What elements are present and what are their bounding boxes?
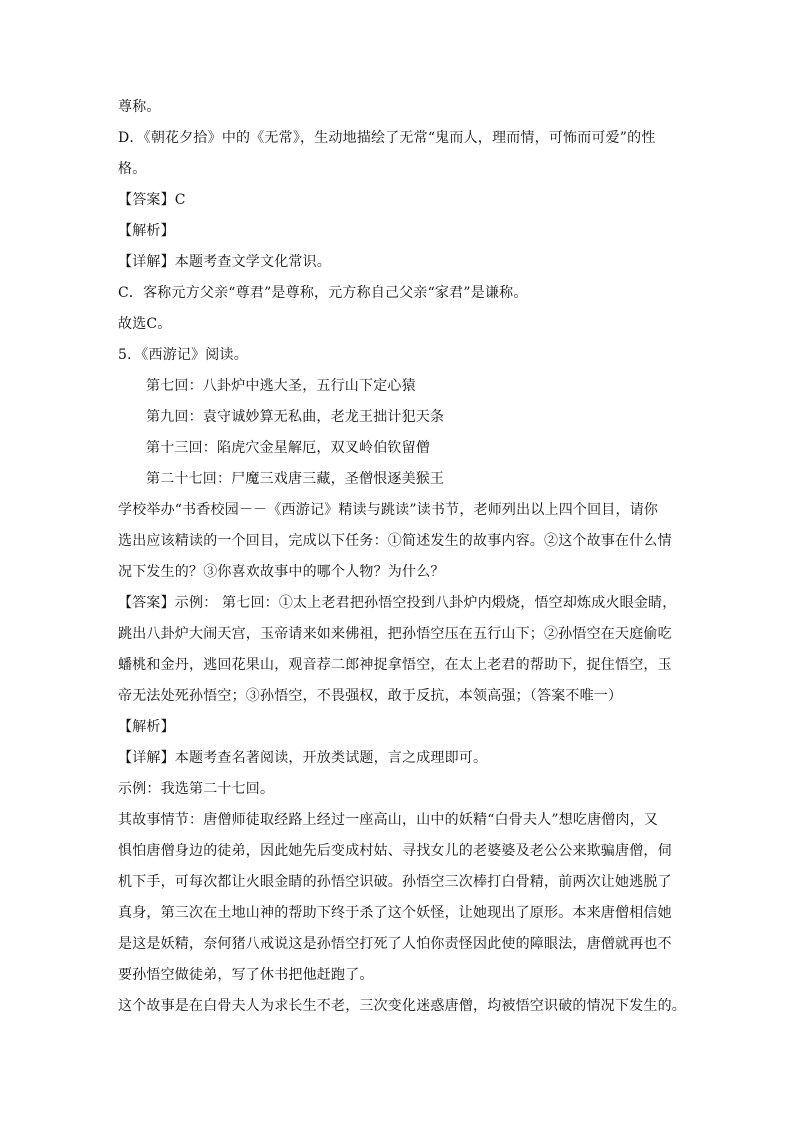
text-line: 惧怕唐僧身边的徒弟，因此她先后变成村姑、寻找女儿的老婆婆及老公公来欺骗唐僧，伺 bbox=[118, 843, 672, 859]
text-line: 这个故事是在白骨夫人为求长生不老，三次变化迷惑唐僧，均被悟空识破的情况下发生的。 bbox=[118, 998, 686, 1014]
text-line: 第二十七回：尸魔三戏唐三藏，圣僧恨逐美猴王 bbox=[146, 471, 445, 487]
text-line: 况下发生的？③你喜欢故事中的哪个人物？为什么？ bbox=[118, 564, 445, 580]
text-line: 【解析】 bbox=[118, 719, 175, 735]
text-line: 要孙悟空做徒弟，写了休书把他赶跑了。 bbox=[118, 967, 374, 983]
text-line: 选出应该精读的一个回目，完成以下任务：①简述发生的故事内容。②这个故事在什么情 bbox=[118, 533, 672, 549]
text-line: 【答案】C bbox=[118, 192, 186, 208]
text-line: 5．《西游记》阅读。 bbox=[118, 347, 248, 363]
text-line: 真身，第三次在土地山神的帮助下终于杀了这个妖怪，让她现出了原形。本来唐僧相信她 bbox=[118, 905, 672, 921]
document-body bbox=[118, 98, 686, 1015]
text-line: C．客称元方父亲“尊君”是尊称，元方称自己父亲“家君”是谦称。 bbox=[118, 285, 528, 301]
text-line: 蟠桃和金丹，逃回花果山，观音荐二郎神捉拿悟空，在太上老君的帮助下，捉住悟空，玉 bbox=[118, 657, 672, 673]
text-line: 是这是妖精，奈何猪八戒说这是孙悟空打死了人怕你责怪因此使的障眼法，唐僧就再也不 bbox=[118, 936, 672, 952]
text-line: 跳出八卦炉大闹天宫，玉帝请来如来佛祖，把孙悟空压在五行山下；②孙悟空在天庭偷吃 bbox=[118, 626, 672, 642]
text-line: 第七回：八卦炉中逃大圣，五行山下定心猿 bbox=[146, 378, 416, 394]
text-line: 其故事情节：唐僧师徒取经路上经过一座高山，山中的妖精“白骨夫人”想吃唐僧肉，又 bbox=[118, 812, 659, 828]
text-line: 【答案】示例： 第七回：①太上老君把孙悟空投到八卦炉内煅烧，悟空却炼成火眼金睛， bbox=[118, 595, 677, 611]
text-line: D．《朝花夕拾》中的《无常》，生动地描绘了无常“鬼而人，理而情，可怖而可爱”的性 bbox=[118, 130, 656, 146]
text-line: 第十三回：陷虎穴金星解厄，双叉岭伯钦留僧 bbox=[146, 440, 430, 456]
text-line: 尊称。 bbox=[118, 99, 161, 115]
text-line: 【详解】本题考查文学文化常识。 bbox=[118, 254, 331, 270]
text-line: 【详解】本题考查名著阅读，开放类试题，言之成理即可。 bbox=[118, 750, 488, 766]
text-line: 帝无法处死孙悟空；③孙悟空，不畏强权，敢于反抗，本领高强；（答案不唯一） bbox=[118, 688, 623, 704]
text-line: 故选C。 bbox=[118, 316, 172, 332]
text-line: 机下手，可每次都让火眼金睛的孙悟空识破。孙悟空三次棒打白骨精，前两次让她逃脱了 bbox=[118, 874, 672, 890]
text-line: 【解析】 bbox=[118, 223, 175, 239]
text-line: 示例：我选第二十七回。 bbox=[118, 781, 275, 797]
text-line: 学校举办“书香校园－－《西游记》精读与跳读”读书节，老师列出以上四个回目，请你 bbox=[118, 502, 659, 518]
text-line: 格。 bbox=[118, 161, 147, 177]
text-line: 第九回：袁守诚妙算无私曲，老龙王拙计犯天条 bbox=[146, 409, 445, 425]
